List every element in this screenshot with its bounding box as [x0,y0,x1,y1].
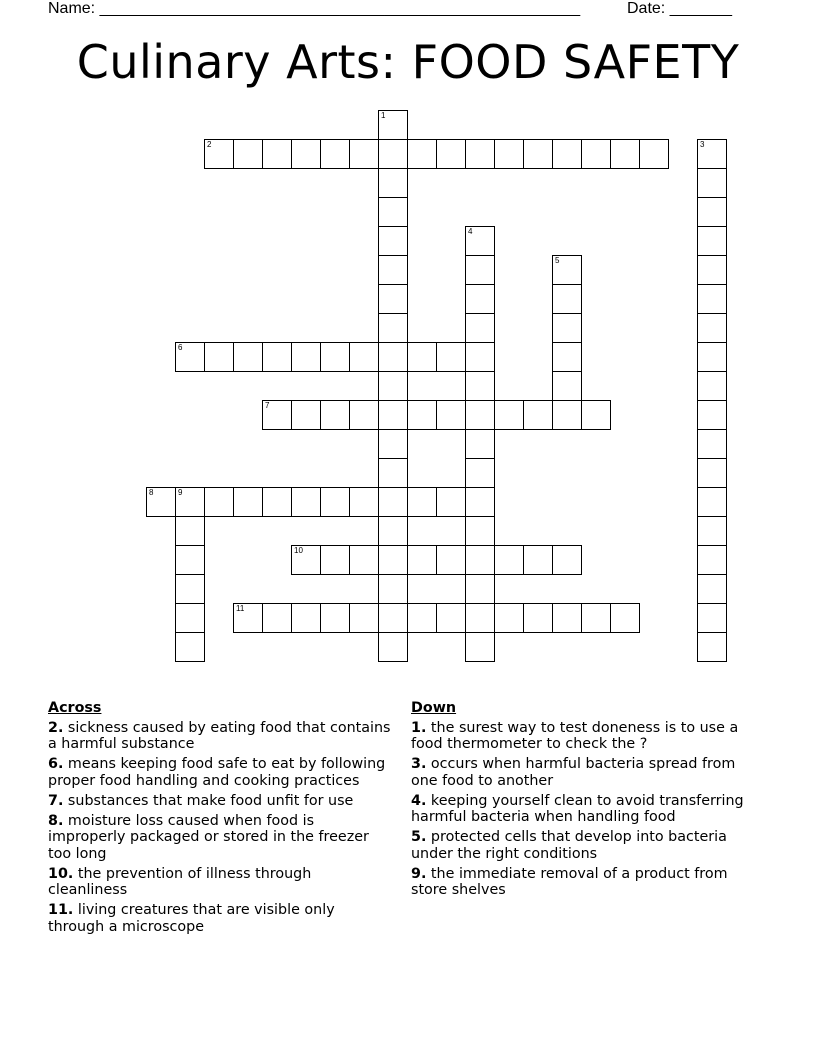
crossword-cell[interactable] [407,545,437,575]
crossword-cell[interactable] [697,603,727,633]
crossword-cell[interactable] [523,603,553,633]
clue-label-number: 3. [411,756,427,772]
crossword-cell[interactable] [697,139,727,169]
clue-text: the prevention of illness through cleanliness [48,865,312,898]
clue-number: 2 [207,140,212,149]
clue-text: means keeping food safe to eat by following proper food handling and cooking practices [48,756,386,789]
crossword-cell[interactable] [407,603,437,633]
crossword-cell[interactable] [581,139,611,169]
crossword-cell[interactable] [552,255,582,285]
down-heading: Down [411,700,457,716]
name-field-label[interactable]: Name: ______________________________________________________ [48,0,581,17]
crossword-cell[interactable] [320,139,350,169]
crossword-cell[interactable] [552,545,582,575]
clue-number: 11 [236,604,245,613]
crossword-cell[interactable] [494,400,524,430]
crossword-cell[interactable] [175,487,205,517]
crossword-cell[interactable] [465,313,495,343]
crossword-cell[interactable] [697,545,727,575]
clue-label-number: 6. [48,756,64,772]
crossword-cell[interactable] [349,487,379,517]
across-heading: Across [48,700,102,716]
crossword-cell[interactable] [378,632,408,662]
crossword-cell[interactable] [697,226,727,256]
clue-number: 4 [468,227,473,236]
crossword-cell[interactable] [494,139,524,169]
crossword-cell[interactable] [552,313,582,343]
clue-label-number: 1. [411,719,427,736]
crossword-cell[interactable] [291,342,321,372]
down-clue [411,866,756,899]
crossword-cell[interactable] [378,429,408,459]
clue-label-number: 2. [48,719,64,736]
crossword-cell[interactable] [552,371,582,401]
across-clues [48,700,393,939]
clue-text: protected cells that develop into bacteria under the right conditions [411,829,727,862]
crossword-cell[interactable] [697,632,727,662]
crossword-cell[interactable] [436,400,466,430]
crossword-cell[interactable] [697,313,727,343]
crossword-cell[interactable] [233,139,263,169]
crossword-cell[interactable] [262,342,292,372]
crossword-cell[interactable] [262,139,292,169]
crossword-cell[interactable] [610,603,640,633]
down-clue [411,720,756,753]
crossword-cell[interactable] [697,197,727,227]
crossword-cell[interactable] [349,603,379,633]
crossword-cell[interactable] [378,400,408,430]
crossword-cell[interactable] [262,400,292,430]
crossword-cell[interactable] [523,400,553,430]
crossword-cell[interactable] [233,342,263,372]
crossword-cell[interactable] [697,342,727,372]
crossword-cell[interactable] [494,545,524,575]
crossword-cell[interactable] [349,545,379,575]
crossword-cell[interactable] [175,342,205,372]
crossword-cell[interactable] [262,603,292,633]
crossword-cell[interactable] [320,342,350,372]
crossword-cell[interactable] [378,313,408,343]
clue-number: 6 [178,343,183,352]
crossword-cell[interactable] [378,603,408,633]
crossword-cell[interactable] [581,603,611,633]
crossword-cell[interactable] [204,342,234,372]
crossword-cell[interactable] [465,487,495,517]
crossword-cell[interactable] [262,487,292,517]
crossword-cell[interactable] [175,545,205,575]
crossword-cell[interactable] [494,603,524,633]
down-clue [411,756,756,789]
down-clue [411,829,756,862]
across-clue [48,866,393,899]
crossword-cell[interactable] [291,487,321,517]
crossword-cell[interactable] [378,487,408,517]
crossword-cell[interactable] [407,139,437,169]
crossword-cell[interactable] [465,226,495,256]
crossword-cell[interactable] [465,139,495,169]
across-clue [48,756,393,789]
crossword-cell[interactable] [291,139,321,169]
crossword-cell[interactable] [552,284,582,314]
crossword-cell[interactable] [697,487,727,517]
clue-label-number: 4. [411,792,427,809]
clue-text: the surest way to test doneness is to use a food thermometer to check the ? [411,719,739,752]
down-clue [411,793,756,826]
crossword-cell[interactable] [175,603,205,633]
crossword-cell[interactable] [378,226,408,256]
crossword-cell[interactable] [697,255,727,285]
crossword-cell[interactable] [552,342,582,372]
crossword-cell[interactable] [436,487,466,517]
crossword-cell[interactable] [146,487,176,517]
crossword-cell[interactable] [465,632,495,662]
crossword-cell[interactable] [378,110,408,140]
crossword-cell[interactable] [697,516,727,546]
crossword-cell[interactable] [465,255,495,285]
crossword-cell[interactable] [465,574,495,604]
across-clue [48,720,393,753]
crossword-cell[interactable] [552,400,582,430]
crossword-cell[interactable] [320,603,350,633]
crossword-cell[interactable] [581,400,611,430]
crossword-cell[interactable] [697,429,727,459]
crossword-cell[interactable] [465,603,495,633]
crossword-cell[interactable] [552,603,582,633]
clue-number: 8 [149,488,154,497]
crossword-cell[interactable] [697,284,727,314]
header [48,0,748,18]
crossword-cell[interactable] [349,139,379,169]
crossword-cell[interactable] [204,487,234,517]
crossword-cell[interactable] [175,516,205,546]
across-clue [48,902,393,935]
clue-text: substances that make food unfit for use [63,792,354,809]
clue-number: 7 [265,401,270,410]
crossword-cell[interactable] [320,400,350,430]
crossword-cell[interactable] [291,400,321,430]
crossword-cell[interactable] [378,371,408,401]
crossword-cell[interactable] [349,342,379,372]
clue-number: 5 [555,256,560,265]
clue-text: keeping yourself clean to avoid transferring harmful bacteria when handling food [411,792,744,825]
crossword-cell[interactable] [697,458,727,488]
crossword-cell[interactable] [378,139,408,169]
crossword-cell[interactable] [407,342,437,372]
clue-label-number: 5. [411,829,427,845]
crossword-cell[interactable] [291,603,321,633]
clue-number: 3 [700,140,705,149]
clue-text: living creatures that are visible only through a microscope [48,902,335,935]
page-title: Culinary Arts: FOOD SAFETY [76,35,740,89]
crossword-cell[interactable] [465,371,495,401]
crossword-cell[interactable] [204,139,234,169]
crossword-cell[interactable] [291,545,321,575]
clue-label-number: 10. [48,865,74,882]
clue-text: sickness caused by eating food that contains a harmful substance [48,719,391,752]
crossword-cell[interactable] [407,487,437,517]
crossword-cell[interactable] [320,545,350,575]
clue-number: 9 [178,488,183,497]
crossword-cell[interactable] [378,516,408,546]
down-clue-list [411,720,756,899]
crossword-cell[interactable] [436,139,466,169]
crossword-cell[interactable] [175,632,205,662]
crossword-cell[interactable] [552,139,582,169]
crossword-cell[interactable] [610,139,640,169]
crossword-cell[interactable] [465,400,495,430]
across-clue [48,793,393,810]
date-field-label[interactable]: Date: _______ [627,0,732,17]
crossword-cell[interactable] [378,284,408,314]
crossword-cell[interactable] [436,545,466,575]
crossword-cell[interactable] [523,139,553,169]
crossword-cell[interactable] [175,574,205,604]
crossword-cell[interactable] [465,342,495,372]
crossword-cell[interactable] [523,545,553,575]
crossword-cell[interactable] [436,342,466,372]
crossword-cell[interactable] [697,168,727,198]
crossword-cell[interactable] [465,429,495,459]
crossword-cell[interactable] [378,197,408,227]
crossword-cell[interactable] [378,255,408,285]
across-clue [48,813,393,863]
crossword-cell[interactable] [697,371,727,401]
clue-number: 10 [294,546,303,555]
crossword-cell[interactable] [697,574,727,604]
crossword-cell[interactable] [378,458,408,488]
clue-text: the immediate removal of a product from store shelves [411,865,728,898]
crossword-cell[interactable] [697,400,727,430]
crossword-cell[interactable] [407,400,437,430]
crossword-cell[interactable] [639,139,669,169]
crossword-cell[interactable] [378,168,408,198]
down-clues [411,700,756,902]
clue-label-number: 8. [48,812,64,829]
clue-label-number: 9. [411,865,427,882]
crossword-cell[interactable] [436,603,466,633]
across-clue-list [48,720,393,936]
clue-number: 1 [381,111,386,120]
crossword-cell[interactable] [320,487,350,517]
crossword-cell[interactable] [233,603,263,633]
clue-text: moisture loss caused when food is improperly packaged or stored in the freezer too long [48,812,369,862]
crossword-cell[interactable] [378,342,408,372]
clue-text: occurs when harmful bacteria spread from one food to another [411,756,736,789]
crossword-cell[interactable] [465,458,495,488]
clue-label-number: 7. [48,792,64,809]
clue-label-number: 11. [48,902,74,918]
crossword-cell[interactable] [349,400,379,430]
crossword-cell[interactable] [465,516,495,546]
crossword-cell[interactable] [378,574,408,604]
crossword-cell[interactable] [465,545,495,575]
crossword-cell[interactable] [378,545,408,575]
crossword-cell[interactable] [233,487,263,517]
crossword-cell[interactable] [465,284,495,314]
